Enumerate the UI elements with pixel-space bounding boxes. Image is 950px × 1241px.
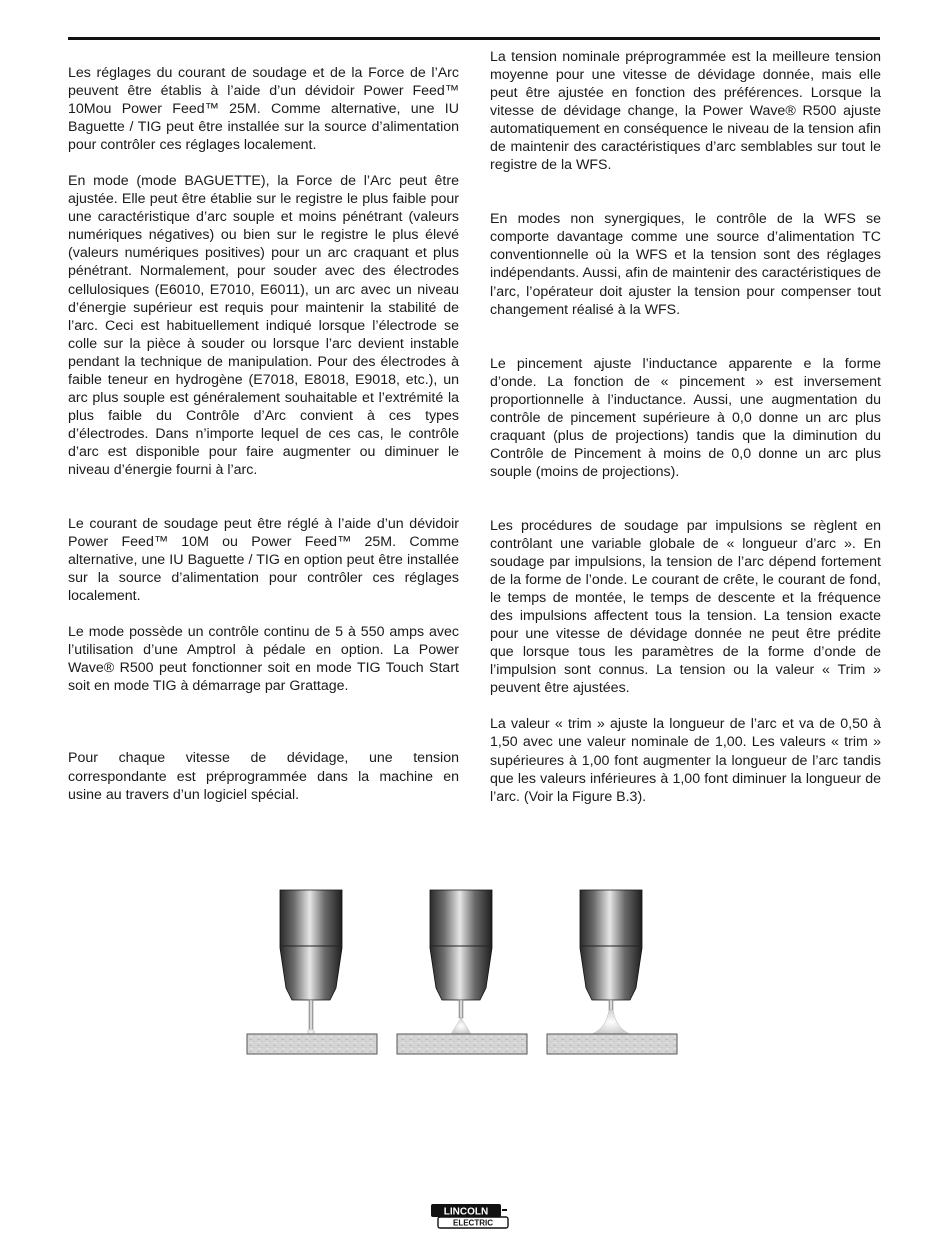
paragraph-stick-mode: En mode (mode BAGUETTE), la Force de l’Arc peut être ajustée. Elle peut être établie sur le registre le plus faible pour une caractéristique d’arc souple et moins pénétrant (valeurs numériques négatives) ou bien sur le registre le plus élevé (valeurs numériques positives) pour un arc craquant et plus pénétrant. Normalement, pour souder avec des électrodes cellulosiques (E6010, E7010, E6011), un arc avec un niveau d’énergie supérieur est requis pour maintenir la stabilité de l’arc. Ceci est habituellement indiqué lorsque l’électrode se colle sur la pièce à souder ou lorsque l’arc devient instable pendant la technique de manipulation. Pour des électrodes à faible teneur en hydrogène (E7018, E8018, E9018, etc.), un arc plus souple est généralement souhaitable et l’extrémité la plus faible du Contrôle d’Arc convient à ces types d’électrodes. Dans n’importe lequel de ces cas, le contrôle d’arc est disponible pour faire augmenter ou diminuer le niveau d’énergie fourni à l’arc. bbox=[68, 173, 459, 478]
paragraph-pinch: Le pincement ajuste l’inductance apparente e la forme d’onde. La fonction de « pincement » est inversement proportionnelle à l’inductance. Aussi, une augmentation du contrôle de pincement supérieure à 0,0 donne un arc plus craquant (plus de projections) tandis que la diminution du Contrôle de Pincement à moins de 0,0 donne un arc plus souple (moins de projections). bbox=[490, 355, 881, 480]
logo-text-lincoln: LINCOLN bbox=[443, 1206, 489, 1218]
paragraph-tig-current: Le courant de soudage peut être réglé à l’aide d’un dévidoir Power Feed™ 10M ou Power Feed™ 25M. Comme alternative, une IU Baguette / TIG en option peut être installée sur la source d’alimentation pour contrôler ces réglages localement. bbox=[68, 516, 459, 605]
paragraph-tig-mode: Le mode possède un contrôle continu de 5 à 550 amps avec l’utilisation d’une Amptrol à pédale en option. La Power Wave® R500 peut fonctionner soit en mode TIG Touch Start soit en mode TIG à démarrage par Grattage. bbox=[68, 624, 459, 695]
torch-short-arc bbox=[247, 890, 377, 1054]
torch-medium-arc bbox=[397, 890, 527, 1054]
logo-text-electric: ELECTRIC bbox=[453, 1218, 493, 1228]
paragraph-non-synergic: En modes non synergiques, le contrôle de la WFS se comporte davantage comme une source d’alimentation TC conventionnelle où la WFS et la tension sont des réglages indépendants. Aussi, afin de maintenir des caractéristiques de l’arc, l’opérateur doit ajuster la tension pour compenser tout changement réalisé à la WFS. bbox=[490, 211, 881, 318]
torch-long-arc bbox=[547, 890, 677, 1054]
arc-length-figure bbox=[240, 888, 710, 1088]
right-column bbox=[490, 48, 881, 806]
paragraph-nominal-voltage: La tension nominale préprogrammée est la meilleure tension moyenne pour une vitesse de dévidage donnée, mais elle peut être ajustée en fonction des préférences. Lorsque la vitesse de dévidage change, la Power Wave® R500 ajuste automatiquement en conséquence le niveau de la tension afin de maintenir des caractéristiques d’arc semblables sur tout le registre de la WFS. bbox=[490, 49, 881, 174]
left-column bbox=[68, 64, 459, 804]
paragraph-weld-settings: Les réglages du courant de soudage et de la Force de l’Arc peuvent être établis à l’aide d’un dévidoir Power Feed™ 10Mou Power Feed™ 25M. Comme alternative, une IU Baguette / TIG peut être installée sur la source d’alimentation pour contrôler ces réglages localement. bbox=[68, 65, 459, 154]
paragraph-trim: La valeur « trim » ajuste la longueur de l’arc et va de 0,50 à 1,50 avec une valeur nominale de 1,00. Les valeurs « trim » supérieures à 1,00 font augmenter la longueur de l’arc tandis que les valeurs inférieures à 1,00 font diminuer la longueur de l’arc. (Voir la Figure B.3). bbox=[490, 716, 881, 805]
paragraph-synergic-voltage: Pour chaque vitesse de dévidage, une tension correspondante est préprogrammée dans la machine en usine au travers d’un logiciel spécial. bbox=[68, 750, 459, 803]
header-rule bbox=[68, 37, 880, 40]
paragraph-pulse: Les procédures de soudage par impulsions se règlent en contrôlant une variable globale de « longueur d’arc ». En soudage par impulsions, la tension de l’arc dépend fortement de la forme de l’onde. Le courant de crête, le courant de fond, le temps de montée, le temps de descente et la fréquence des impulsions affectent tous la tension. La tension exacte pour une vitesse de dévidage donnée ne peut être prédite que lorsque tous les paramètres de la forme d’onde de l’impulsion sont connus. La tension ou la valeur « Trim » peuvent être ajustées. bbox=[490, 517, 881, 697]
lincoln-electric-logo bbox=[430, 1203, 510, 1229]
